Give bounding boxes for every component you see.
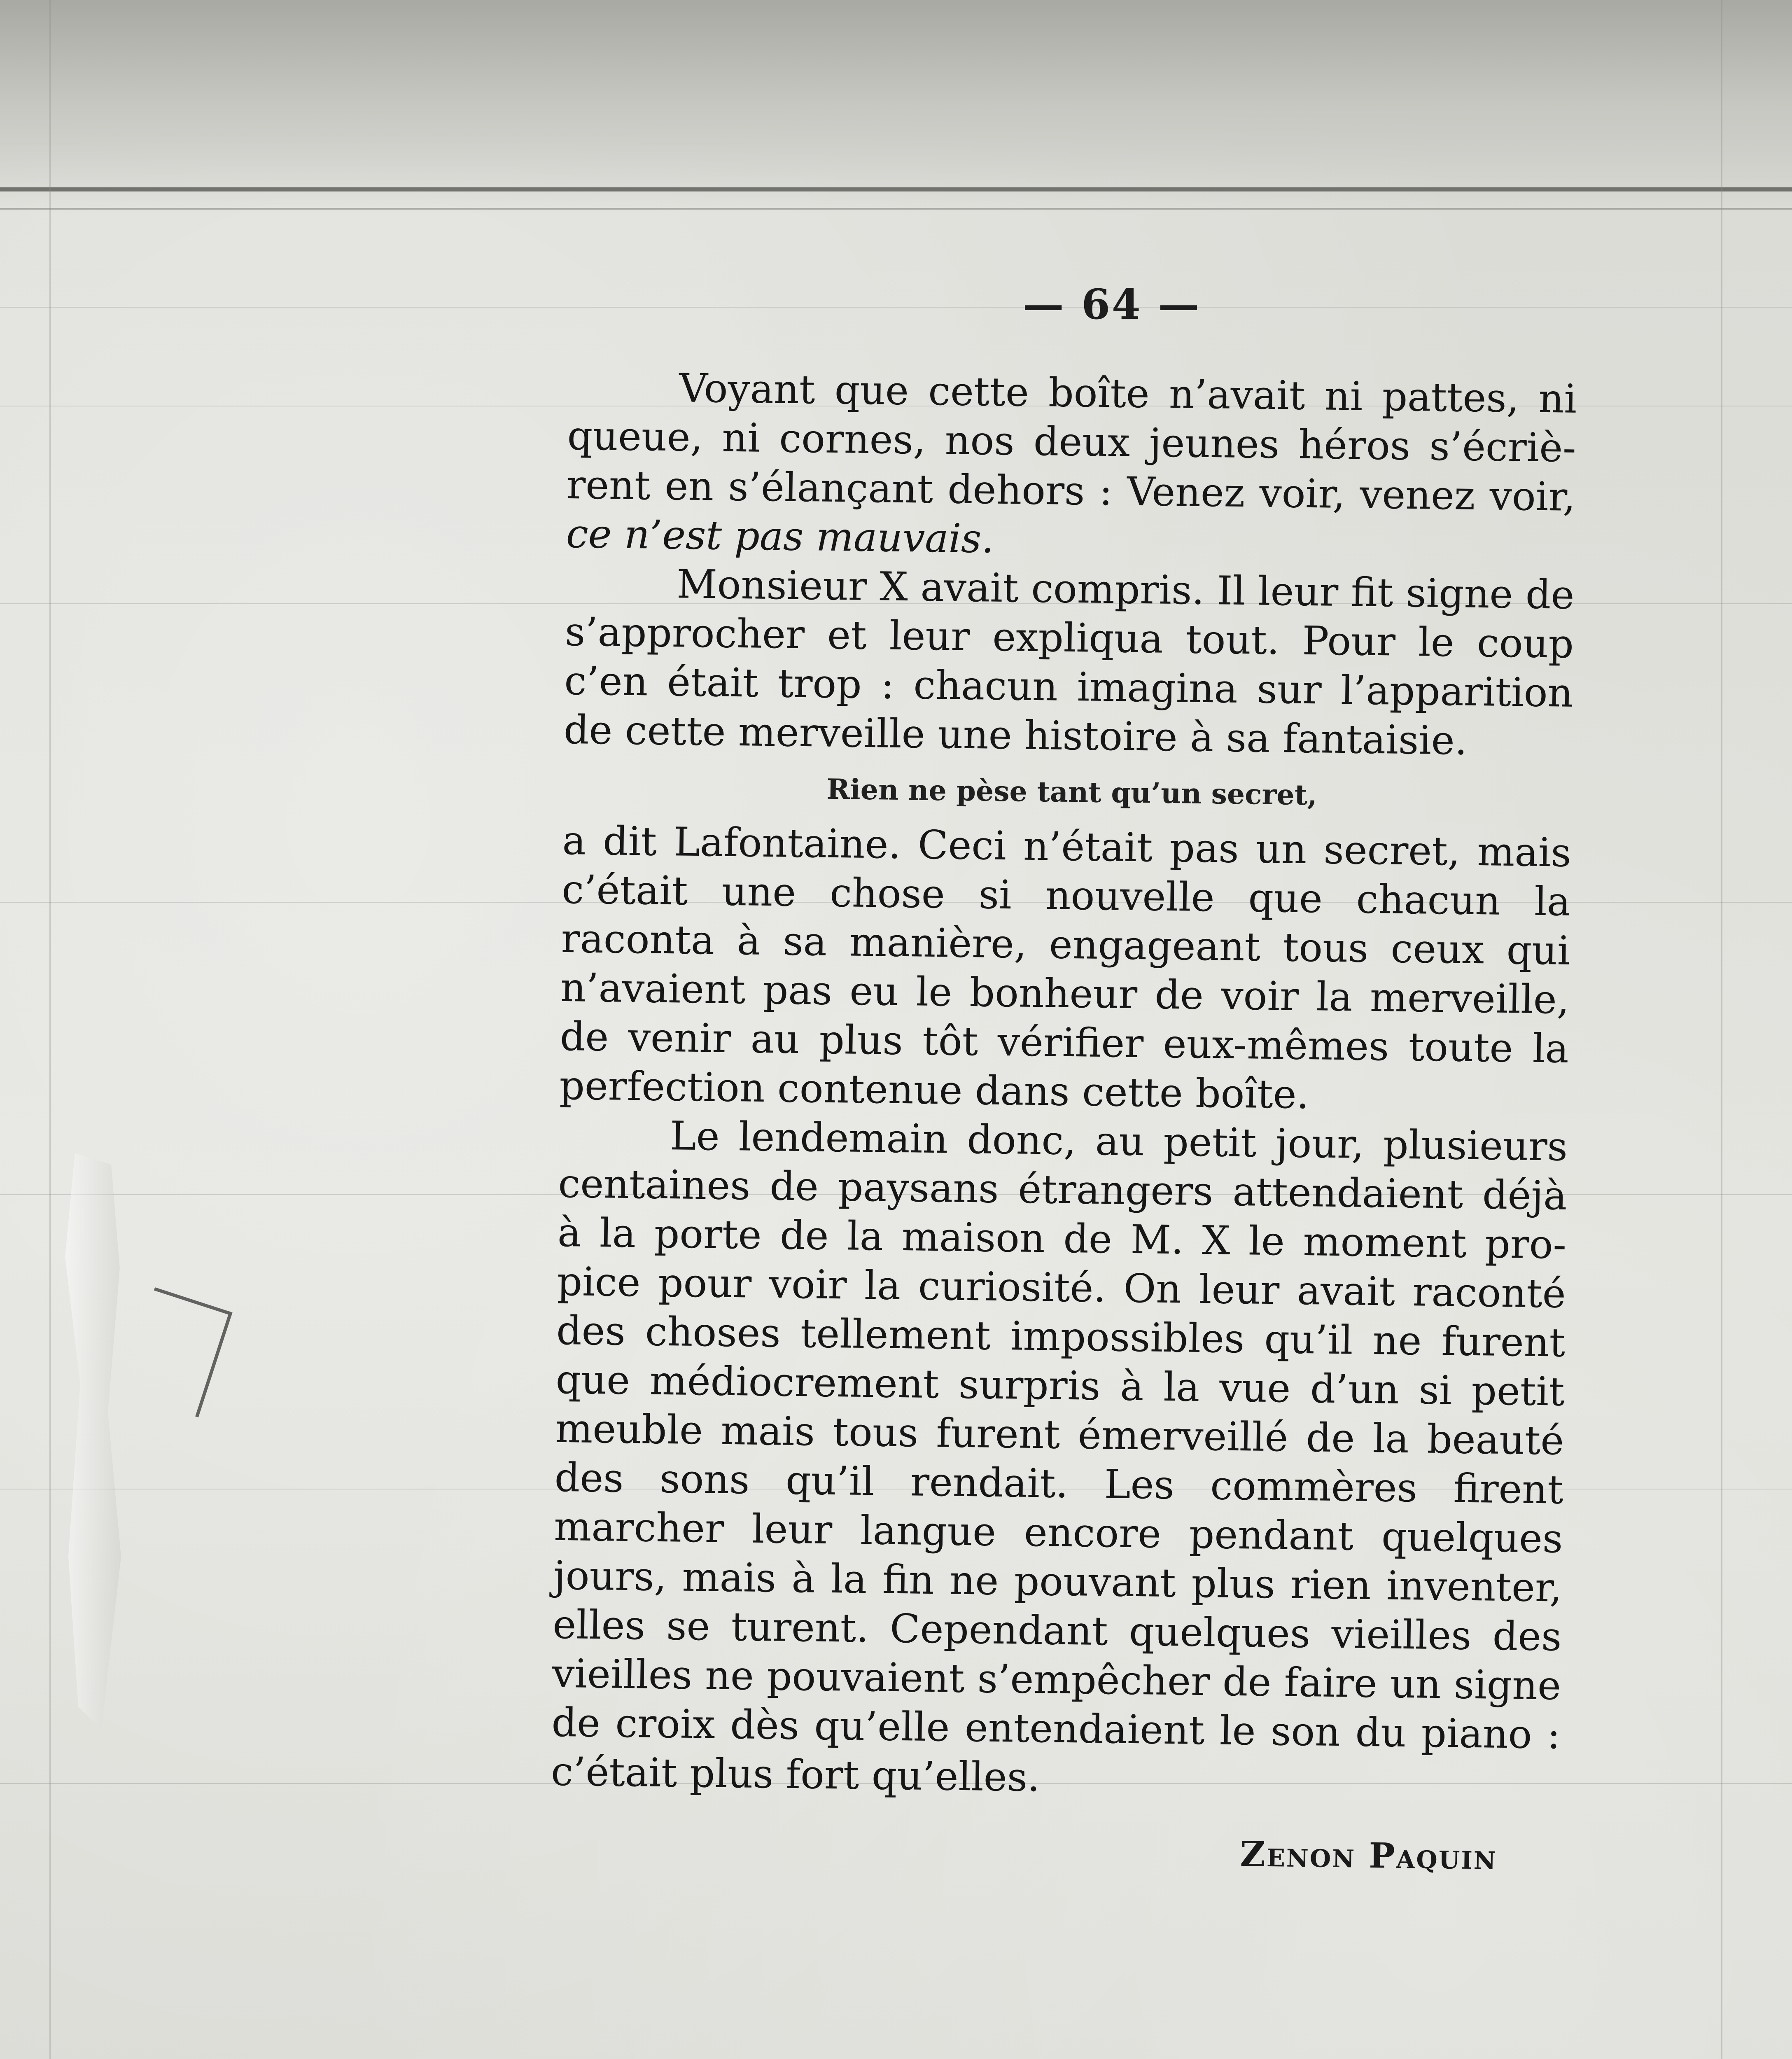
torn-edge bbox=[62, 1153, 128, 1730]
page-top-shadow bbox=[0, 0, 1792, 214]
paragraph-1 bbox=[566, 362, 1577, 571]
quotation: Rien ne pèse tant qu’un secret, bbox=[826, 773, 1318, 812]
paragraph-3: a dit Lafontaine. Ceci n’était pas un secret, mais c’était une chose si nouvelle que chacun la raconta à sa manière, engageant tous ceux qui n’avaient pas eu le bonheur de voir la merveille, de venir au plus tôt vérifier eux-mêmes toute la perfection contenue dans cette boîte. bbox=[559, 817, 1572, 1118]
article-body bbox=[550, 362, 1577, 1878]
printed-rule bbox=[0, 208, 1792, 210]
printed-rule bbox=[0, 187, 1792, 191]
paragraph-2: Monsieur X avait compris. Il leur fit signe de s’approcher et leur expliqua tout. Pour le coup c’en était trop : chacun imagina sur l’apparition de cette merveille une histoire à sa fantaisie. bbox=[563, 561, 1575, 764]
author-signature: Zenon Paquin bbox=[1240, 1833, 1498, 1877]
paragraph-4: Le lendemain donc, au petit jour, plusieurs centaines de paysans étrangers attendaient déjà à la porte de la maison de M. X le moment propice pour voir la curiosité. On leur avait raconté des choses tellement impossibles qu’il ne furent que médiocrement surpris à la vue d’un si petit meuble mais tous furent émerveillé de la beauté des sons qu’il rendait. Les commères firent marcher leur langue encore pendant quelques jours, mais à la fin ne pouvant plus rien inventer, elles se turent. Cependant quelques vieilles des vieilles ne pouvaient s’empêcher de faire un signe de croix dès qu’elle entendaient le son du piano : c’était plus fort qu’elles. bbox=[551, 1113, 1568, 1801]
ledger-line bbox=[0, 307, 1792, 308]
margin-line bbox=[49, 0, 51, 2059]
margin-line bbox=[1721, 0, 1722, 2059]
page-number: — 64 — bbox=[1022, 280, 1201, 329]
paragraph-1-italic: ce n’est pas mauvais. bbox=[566, 510, 994, 562]
pen-scratch bbox=[121, 1287, 232, 1417]
paragraph-1-text: Voyant que cette boîte n’avait ni pattes, ni queue, ni cornes, nos deux jeunes héros s’écrièrent en s’élançant dehors : Venez voir, venez voir, bbox=[566, 365, 1577, 520]
